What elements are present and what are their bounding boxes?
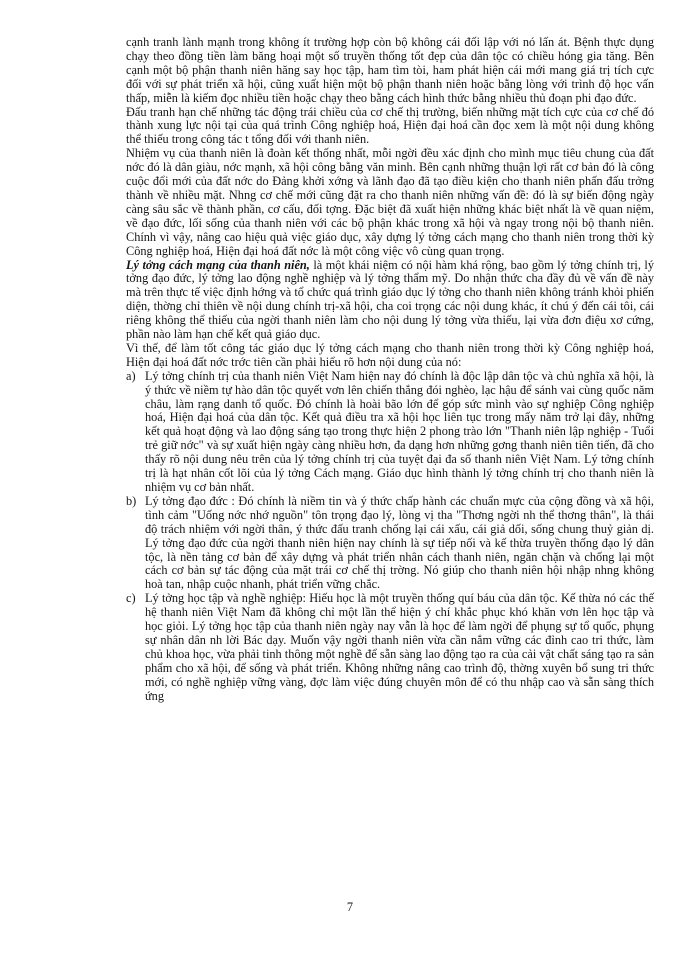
list-item-label: b)	[126, 493, 137, 508]
list-item-c	[126, 592, 654, 703]
body-text	[126, 36, 654, 704]
list-item-text: Lý tởng học tập và nghề nghiệp: Hiếu học là một truyền thống quí báu của dân tộc. Kế thừa nó các thế hệ thanh niên Việt Nam đã không chỉ một lần thể hiện ý chí khắc phục khó khăn vơn lên học tập và học giỏi. Lý tởng học tập của thanh niên ngày nay vẫn là học để làm ngời để phụng sự tổ quốc, phụng sự nhân dân nh lời Bác dạy. Muốn vậy ngời thanh niên vừa cần nắm vững các đỉnh cao tri thức, làm chủ khoa học, vừa phải tinh thông một nghề để sẵn sàng lao động tạo ra của cải vật chất sáng tạo ra sản phẩm cho xã hội, để sống và phát triển. Không những nâng cao trình độ, thờng xuyên bổ sung tri thức mới, có nghề nghiệp vững vàng, đợc làm việc đúng chuyên môn để có thu nhập cao và sẵn sàng thích ứng	[145, 591, 654, 703]
ideal-list	[126, 370, 654, 704]
list-item-text: Lý tởng đạo đức : Đó chính là niềm tin và ý thức chấp hành các chuẩn mực của cộng đồng và xã hội, tình cảm "Uống nớc nhớ nguồn" tôn trọng đạo lý, lòng vị tha "Thơng ngời nh thể thơng thân", là thái độ trách nhiệm với ngời thân, ý thức đấu tranh chống lại cái xấu, cái giả dối, sống chung thuỷ giản dị. Lý tởng đạo đức của ngời thanh niên hiện nay chính là sự tiếp nối và kế thừa truyền thống đạo lý dân tộc, là nền tảng cơ bản để xây dựng và phát triển nhân cách thanh niên, ngăn chặn và chống lại một cách cơ bản sự tác động của mặt trái cơ chế thị trờng. Nó giúp cho thanh niên hội nhập nhng không hoà tan, nhập cuộc nhanh, phát triển vững chắc.	[145, 493, 654, 592]
paragraph-5: Vì thế, để làm tốt công tác giáo dục lý tởng cách mạng cho thanh niên trong thời kỳ Công nghiệp hoá, Hiện đại hoá đất nớc trớc tiên cần phải hiểu rõ hơn nội dung của nó:	[126, 340, 654, 369]
paragraph-1: cạnh tranh lành mạnh trong không ít trường hợp còn bộ không cái đối lập với nó lấn át. Bệnh thực dụng chạy theo đồng tiền làm băng hoại một số truyền thống tốt đẹp của dân tộc có chiều hóng gia tăng. Bên cạnh một bộ phận thanh niên hăng say học tập, ham tìm tòi, ham phát hiện cái mới mang giá trị tích cực đối với sự phát triển xã hội, cũng xuất hiện một bộ phận thanh niên hoặc bằng lòng với trình độ học vấn thấp, miễn là kiếm đọc nhiều tiền hoặc chạy theo bằng cách hình thức bằng nhiều thủ đoạn phi đạo đức.	[126, 35, 654, 105]
list-item-a	[126, 370, 654, 495]
list-item-b	[126, 495, 654, 592]
list-item-text: Lý tởng chính trị của thanh niên Việt Nam hiện nay đó chính là độc lập dân tộc và chủ nghĩa xã hội, là ý thức về niềm tự hào dân tộc quyết vơn lên chiến thắng đói nghèo, lạc hậu để sánh vai cùng quốc năm châu, làm rạng danh tổ quốc. Đó chính là hoài bão lớn để góp sức mình vào sự nghiệp Công nghiệp hoá, Hiện đại hoá của dân tộc. Kết quả điều tra xã hội học liên tục trong mấy năm trở lại đây, những kết quả hoạt động và lao động sáng tạo trong thực hiện 2 phong trào lớn "Thanh niên lập nghiệp - Tuổi trẻ giữ nớc" và sự xuất hiện ngày càng nhiều hơn, đa dạng hơn những gơng thanh niên tiên tiến, đã cho thấy rõ nội dung nêu trên của lý tởng chính trị của tuyệt đại đa số thanh niên Việt Nam. Lý tởng chính trị là hạt nhân cốt lõi của lý tởng Cách mạng. Giáo dục hình thành lý tởng chính trị cho thanh niên là nhiệm vụ cơ bản nhất.	[145, 368, 654, 494]
paragraph-2: Đấu tranh hạn chế những tác động trái chiều của cơ chế thị trường, biến những mặt tích cực của cơ chế đó thành xung lực nội tại của quá trình Công nghiệp hoá, Hiện đại hoá cần đọc xem là một nội dung không thể thiếu trong công tác t tổng đối với thanh niên.	[126, 104, 654, 147]
paragraph-4-text: là một khái niệm có nội hàm khá rộng, bao gồm lý tởng chính trị, lý tởng đạo đức, lý tởng lao động nghề nghiệp và lý tởng thẩm mỹ. Do nhận thức cha đầy đủ về vấn đề này mà trên thực tế việc định hớng và tổ chức quá trình giáo dục lý tởng cho thanh niên không tránh khỏi phiến diện, thờng chỉ thiên về nội dung chính trị-xã hội, cha coi trọng các nội dung khác, ít chú ý đến cái tôi, cái riêng không thể thiếu của ngời thanh niên làm cho nội dung lý tởng vừa thiếu, lại vừa đơn điệu xơ cứng, phần nào làm hạn chế kết quả giáo dục.	[126, 257, 654, 342]
paragraph-4	[126, 259, 654, 342]
paragraph-3: Nhiệm vụ của thanh niên là đoàn kết thống nhất, mỗi ngời đều xác định cho mình mục tiêu chung của đất nớc đó là dân giàu, nớc mạnh, xã hội công bằng văn minh. Bên cạnh những thuận lợi rất cơ bản đó là công cuộc đổi mới của đất nớc do Đảng khởi xớng và lãnh đạo đã tạo điều kiện cho thanh niên phấn đấu trởng thành về nhiều mặt. Nhng cơ chế mới cũng đặt ra cho thanh niên những vấn đề: đó là sự biến động ngày càng sâu sắc về thành phần, cơ cấu, đối tợng. Đặc biệt đã xuất hiện những khác biệt nhất là về quan niệm, về đạo đức, lối sống của thanh niên với các bộ phận khác trong xã hội và ngay trong nội bộ thanh niên. Chính vì vậy, nâng cao hiệu quả việc giáo dục, xây dựng lý tởng cách mạng cho thanh niên trong thời kỳ Công nghiệp hoá, Hiện đại hoá đất nớc là một công việc vô cùng quan trọng.	[126, 146, 654, 258]
list-item-label: c)	[126, 591, 136, 606]
list-item-label: a)	[126, 368, 136, 383]
paragraph-4-lead: Lý tởng cách mạng của thanh niên,	[126, 257, 310, 272]
page-number: 7	[346, 900, 354, 914]
